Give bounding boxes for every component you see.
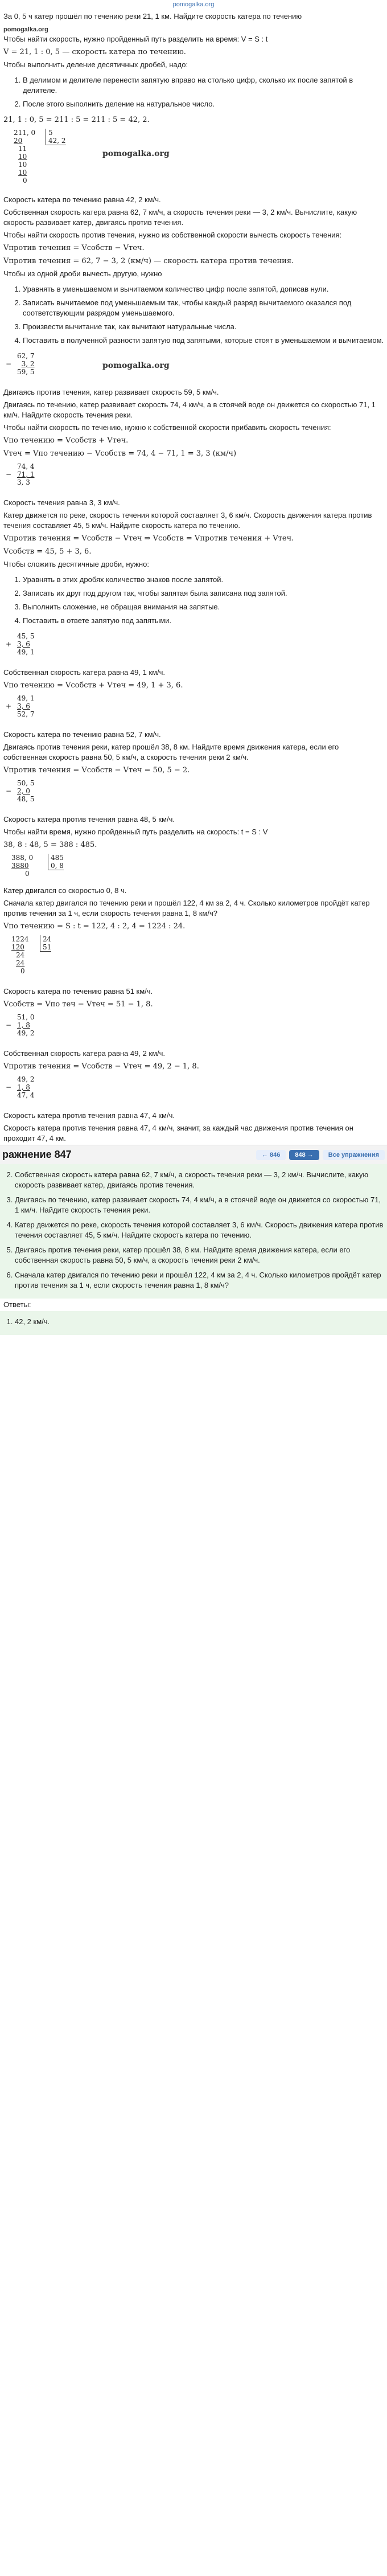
result-text: Собственная скорость катера равна 49, 2 км/ч.: [3, 1049, 166, 1058]
rule-text: Чтобы найти скорость по течению, нужно к собственной скорости прибавить скорость течения:: [3, 423, 331, 432]
calc-cell: 120: [11, 943, 24, 951]
calc-cell: 45, 5: [17, 632, 35, 640]
result-text: Скорость катера по течению равна 51 км/ч.: [3, 987, 153, 996]
next-exercise-button[interactable]: 848 →: [289, 1150, 319, 1160]
calc-cell: 20: [14, 137, 23, 145]
task-item: 5. Двигаясь против течения реки, катер прошёл 38, 8 км. Найдите время движения катера, если его собственная скорость равна 50, 5 км/ч, а скорость течения реки 2 км/ч.: [15, 1243, 384, 1268]
section-header: [0, 1145, 387, 1164]
calc-cell: 74, 4: [17, 462, 35, 470]
rule-text: Чтобы найти скорость, нужно пройденный путь разделить на время: V = S : t: [3, 35, 268, 43]
watermark: pomogalka.org: [102, 149, 170, 158]
calc-cell: 52, 7: [17, 710, 35, 718]
calc-cell: 1, 8: [17, 1083, 30, 1091]
calc-cell: 0: [23, 177, 27, 185]
step-item: 1. Уравнять в этих дробях количество знаков после запятой.: [23, 573, 387, 587]
calc-cell: 10: [18, 153, 27, 161]
calc-cell: 62, 7: [17, 352, 35, 360]
calc-cell: 49, 1: [17, 648, 35, 656]
calc-cell: 24: [16, 959, 25, 967]
result-text: Скорость течения равна 3, 3 км/ч.: [3, 498, 120, 507]
step-item: 1. Уравнять в уменьшаемом и вычитаемом количество цифр после запятой, дописав нули.: [23, 282, 387, 296]
calc-cell: 10: [18, 161, 27, 169]
steps-list: [0, 573, 387, 628]
watermark: pomogalka.org: [3, 26, 48, 33]
calc-cell: 211, 0: [14, 129, 36, 137]
answers-list: [3, 1314, 384, 1329]
tasks-list: [3, 1168, 384, 1293]
calc-cell: 71, 1: [17, 470, 35, 478]
step-item: 4. Поставить в полученной разности запятую под запятыми, которые стоят в уменьшаемом и вычитаемом.: [23, 334, 387, 347]
column-subtraction: − 49, 2 1, 8 47, 4: [6, 1075, 35, 1099]
calc-cell: 3, 6: [17, 640, 30, 648]
exercise-nav: [256, 1150, 385, 1160]
problem-text: Катер движется по реке, скорость течения которой составляет 3, 6 км/ч. Скорость движения катера против течения составляет 45, 5 км/ч. Найдите скорость катера по течению.: [3, 511, 372, 530]
watermark: pomogalka.org: [102, 361, 170, 370]
calc-cell: 3, 3: [17, 478, 30, 486]
result-text: Скорость катера по течению равна 42, 2 км/ч.: [3, 195, 161, 204]
problem-text: Сначала катер двигался по течению реки и прошёл 122, 4 км за 2, 4 ч. Сколько километров пройдёт катер против течения за 1 ч, если скорость течения равна 1, 8 км/ч?: [3, 899, 370, 918]
site-brand[interactable]: pomogalka.org: [172, 1, 215, 8]
calc-cell: 485: [51, 854, 64, 862]
result-text: Скорость катера по течению равна 52, 7 км/ч.: [3, 730, 161, 739]
calc-cell: 3, 6: [17, 702, 30, 710]
calc-cell: 50, 5: [17, 779, 35, 787]
rule-text: Чтобы сложить десятичные дроби, нужно:: [3, 560, 149, 568]
calc-cell: 0: [20, 967, 25, 975]
steps-list: [0, 73, 387, 111]
result-text: Собственная скорость катера равна 49, 1 км/ч.: [3, 668, 166, 677]
calc-cell: 49, 2: [17, 1029, 35, 1037]
formula: Vпо течению = Vсобств + Vтеч.: [3, 436, 129, 445]
section-title: ражнение 847: [2, 1149, 72, 1160]
prev-exercise-button[interactable]: ← 846: [256, 1150, 286, 1160]
calc-cell: 42, 2: [48, 137, 66, 145]
result-text: Скорость катера против течения равна 47, 4 км/ч, значит, за каждый час движения против течения он проходит 47, 4 км.: [3, 1124, 353, 1142]
calc-cell: 1224: [11, 935, 29, 943]
rule-text: Чтобы найти скорость против течения, нужно из собственной скорости вычесть скорость течения:: [3, 231, 342, 239]
steps-list: [0, 282, 387, 347]
calc-cell: 5: [48, 129, 53, 137]
formula: Vтеч = Vпо течению − Vсобств = 74, 4 − 71, 1 = 3, 3 (км/ч): [3, 449, 237, 458]
formula: V = 21, 1 : 0, 5 — скорость катера по течению.: [3, 48, 186, 56]
calc-cell: 47, 4: [17, 1091, 35, 1099]
column-subtraction: − 50, 5 2, 0 48, 5: [6, 779, 35, 803]
problem-text: Собственная скорость катера равна 62, 7 км/ч, а скорость течения реки — 3, 2 км/ч. Вычислите, какую скорость развивает катер, двигаясь против течения.: [3, 208, 357, 227]
result-text: Скорость катера против течения равна 47, 4 км/ч.: [3, 1111, 175, 1120]
formula: Vпротив течения = 62, 7 − 3, 2 (км/ч) — скорость катера против течения.: [3, 257, 294, 265]
calc-cell: 2, 0: [17, 787, 30, 795]
calc-cell: 10: [18, 169, 27, 177]
step-item: 2. Записать их друг под другом так, чтобы запятая была записана под запятой.: [23, 587, 387, 600]
step-item: 3. Выполнить сложение, не обращая внимания на запятые.: [23, 600, 387, 614]
step-item: 3. Произвести вычитание так, как вычитают натуральные числа.: [23, 320, 387, 334]
task-item: 6. Сначала катер двигался по течению реки и прошёл 122, 4 км за 2, 4 ч. Сколько километров пройдёт катер против течения за 1 ч, если скорость течения равна 1, 8 км/ч?: [15, 1268, 384, 1293]
step-item: 2. Записать вычитаемое под уменьшаемым так, чтобы каждый разряд вычитаемого оказался под соответствующим разрядом уменьшаемого.: [23, 296, 387, 320]
calc-cell: 388, 0: [11, 854, 34, 862]
answers-label: Ответы:: [3, 1300, 31, 1309]
formula: Vсобств = 45, 5 + 3, 6.: [3, 547, 92, 556]
calc-cell: 0: [25, 870, 30, 878]
formula: Vпротив течения = Vсобств − Vтеч = 50, 5 − 2.: [3, 766, 190, 775]
problem-text: За 0, 5 ч катер прошёл по течению реки 21, 1 км. Найдите скорость катера по течению: [3, 12, 302, 21]
calc-cell: 48, 5: [17, 795, 35, 803]
calc-cell: 49, 2: [17, 1075, 35, 1083]
formula: 21, 1 : 0, 5 = 211 : 5 = 211 : 5 = 42, 2.: [3, 116, 150, 124]
formula: 38, 8 : 48, 5 = 388 : 485.: [3, 841, 97, 849]
formula: Vпротив течения = Vсобств − Vтеч.: [3, 244, 145, 252]
long-division: [0, 851, 387, 884]
step-item: 2. После этого выполнить деление на натуральное число.: [23, 97, 387, 111]
formula: Vпротив течения = Vсобств − Vтеч = 49, 2 − 1, 8.: [3, 1062, 199, 1071]
calc-cell: 24: [43, 935, 52, 943]
all-exercises-button[interactable]: Все упражнения: [323, 1150, 385, 1160]
calc-cell: 3880: [11, 862, 29, 870]
calc-cell: 3, 2: [21, 360, 35, 368]
rule-text: Чтобы из одной дроби вычесть другую, нужно: [3, 269, 162, 278]
calc-cell: 59, 5: [17, 368, 35, 376]
calc-cell: 24: [16, 951, 25, 959]
formula: Vпо течению = S : t = 122, 4 : 2, 4 = 1224 : 24.: [3, 922, 186, 931]
problem-text: Двигаясь против течения реки, катер прошёл 38, 8 км. Найдите время движения катера, если его собственная скорость равна 50, 5 км/ч, а скорость течения реки 2 км/ч.: [3, 743, 339, 761]
calc-cell: 0, 8: [51, 862, 64, 870]
calc-cell: 51: [43, 943, 52, 951]
column-addition: + 49, 1 3, 6 52, 7: [6, 694, 35, 718]
result-text: Катер двигался со скоростью 0, 8 ч.: [3, 886, 127, 895]
column-subtraction: − 51, 0 1, 8 49, 2: [6, 1013, 35, 1037]
column-subtraction: − 74, 4 71, 1 3, 3: [6, 462, 35, 486]
calc-cell: 1, 8: [17, 1021, 30, 1029]
task-item: 3. Двигаясь по течению, катер развивает скорость 74, 4 км/ч, а в стоячей воде он движется со скоростью 71, 1 км/ч. Найдите скорость течения реки.: [15, 1193, 384, 1218]
rule-text: Чтобы выполнить деление десятичных дробей, надо:: [3, 60, 188, 69]
rule-text: Чтобы найти время, нужно пройденный путь разделить на скорость: t = S : V: [3, 828, 268, 836]
calc-cell: 49, 1: [17, 694, 35, 702]
answers-panel: [0, 1311, 387, 1335]
result-text: Двигаясь против течения, катер развивает скорость 59, 5 км/ч.: [3, 388, 219, 396]
tasks-panel: [0, 1164, 387, 1299]
problem-text: Двигаясь по течению, катер развивает скорость 74, 4 км/ч, а в стоячей воде он движется со скоростью 71, 1 км/ч. Найдите скорость течения реки.: [3, 400, 376, 419]
result-text: Скорость катера против течения равна 48, 5 км/ч.: [3, 815, 175, 824]
long-division: [0, 126, 387, 194]
column-addition: + 45, 5 3, 6 49, 1: [6, 632, 35, 656]
formula: Vпо течению = Vсобств + Vтеч = 49, 1 + 3, 6.: [3, 681, 183, 690]
step-item: 1. В делимом и делителе перенести запятую вправо на столько цифр, сколько их после запятой в делителе.: [23, 73, 387, 97]
answer-item: 1. 42, 2 км/ч.: [15, 1314, 384, 1329]
column-subtraction: − 62, 7 3, 2 59, 5 pomogalka.org: [6, 352, 170, 376]
formula: Vпротив течения = Vсобств − Vтеч ⇒ Vсобств = Vпротив течения + Vтеч.: [3, 534, 294, 543]
task-item: 4. Катер движется по реке, скорость течения которой составляет 3, 6 км/ч. Скорость движения катера против течения составляет 45, 5 км/ч. Найдите скорость катера по течению.: [15, 1218, 384, 1243]
long-division: [0, 933, 387, 985]
calc-cell: 11: [18, 145, 27, 153]
step-item: 4. Поставить в ответе запятую под запятыми.: [23, 614, 387, 628]
formula: Vсобств = Vпо теч − Vтеч = 51 − 1, 8.: [3, 1000, 153, 1009]
task-item: 2. Собственная скорость катера равна 62, 7 км/ч, а скорость течения реки — 3, 2 км/ч. Вычислите, какую скорость развивает катер, двигаясь против течения.: [15, 1168, 384, 1193]
calc-cell: 51, 0: [17, 1013, 35, 1021]
